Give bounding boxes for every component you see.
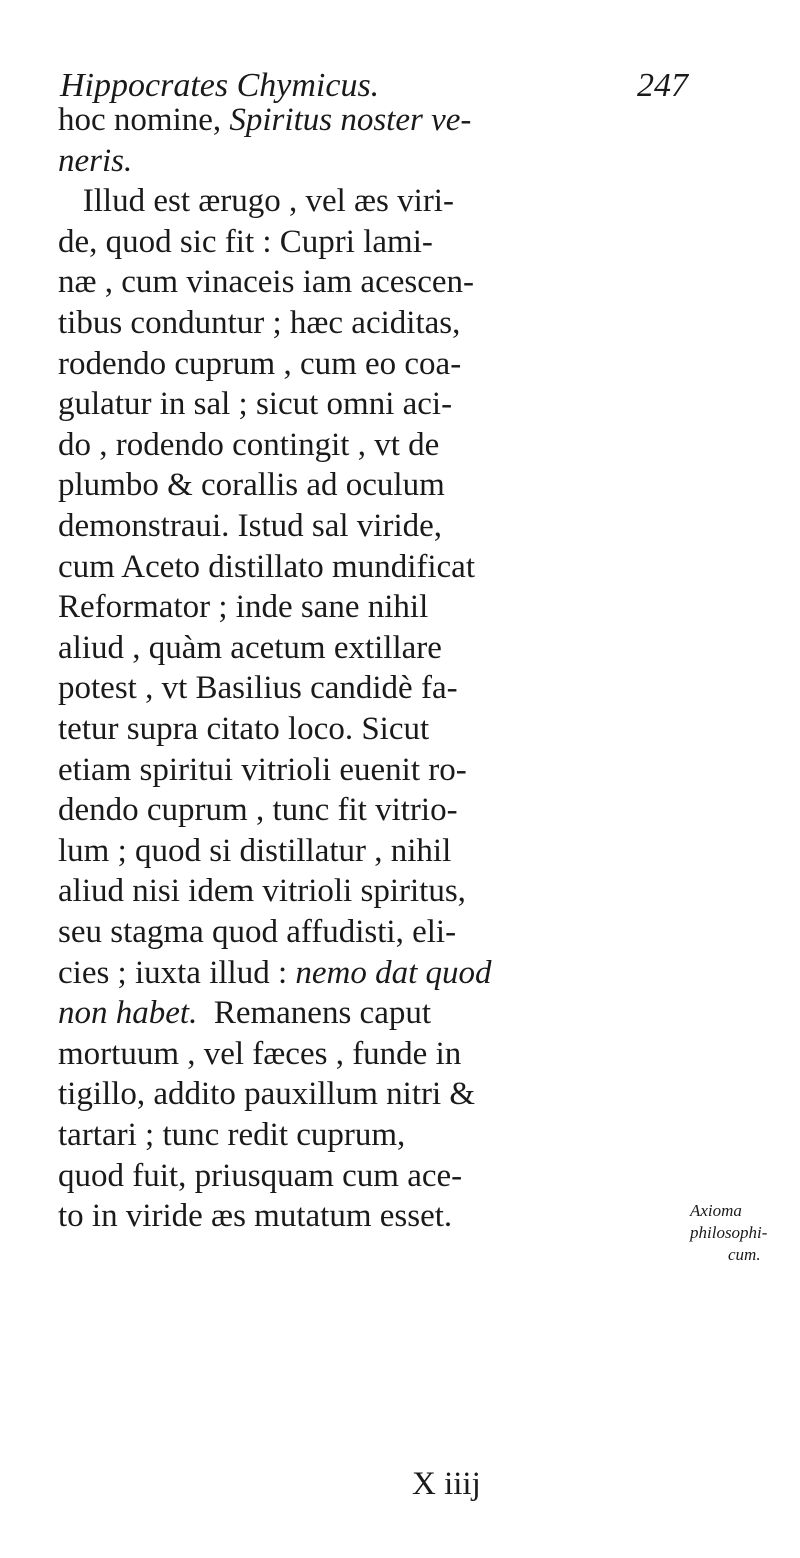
text-line	[58, 181, 698, 221]
text-line	[58, 384, 698, 424]
text-run: tetur supra citato loco. Sicut	[58, 711, 430, 747]
text-run: nemo dat quod	[295, 954, 492, 991]
page-number: 247	[637, 67, 688, 104]
text-run: to in viride æs mutatum esset.	[58, 1198, 453, 1235]
text-run: Reformator ; inde sane nihil	[58, 589, 429, 626]
text-line	[58, 344, 698, 384]
text-line	[58, 100, 698, 140]
text-run: gulatur in sal ; sicut omni aci-	[58, 386, 453, 423]
text-run: de, quod sic fit : Cupri lami-	[58, 223, 433, 260]
text-line	[58, 303, 698, 343]
text-run: demonstraui. Istud sal viride,	[58, 508, 443, 544]
margin-note-line: Axioma	[690, 1201, 742, 1220]
text-line	[58, 1156, 698, 1196]
signature-mark: X iiij	[412, 1466, 481, 1502]
text-line	[58, 628, 698, 668]
text-run: Remanens caput	[197, 995, 432, 1032]
text-run: cum Aceto distillato mundificat	[58, 548, 475, 585]
text-run: hoc nomine,	[58, 102, 230, 138]
text-line	[58, 1115, 698, 1155]
text-run: aliud nisi idem vitrioli spiritus,	[58, 873, 466, 910]
text-line	[58, 871, 698, 911]
margin-note-line: cum.	[728, 1245, 761, 1264]
text-line	[58, 547, 698, 587]
text-run: rodendo cuprum , cum eo coa-	[58, 345, 462, 382]
text-run: Spiritus noster ve-	[229, 102, 472, 138]
text-line	[58, 912, 698, 952]
text-run: lum ; quod si distillatur , nihil	[58, 832, 452, 869]
text-line	[58, 262, 698, 302]
text-run: dendo cuprum , tunc fit vitrio-	[58, 792, 458, 829]
text-line	[58, 831, 698, 871]
text-run: plumbo & corallis ad oculum	[58, 467, 445, 504]
text-run: potest , vt Basilius candidè fa-	[58, 670, 458, 707]
margin-note	[690, 1200, 800, 1266]
text-run: tibus conduntur ; hæc aciditas,	[58, 305, 461, 341]
text-run: do , rodendo contingit , vt de	[58, 426, 440, 463]
running-title: Hippocrates Chymicus.	[60, 67, 380, 104]
text-line	[58, 709, 698, 749]
text-line	[58, 587, 698, 627]
text-run: tigillo, addito pauxillum nitri &	[58, 1076, 476, 1113]
text-line	[58, 141, 698, 181]
text-run: mortuum , vel fæces , funde in	[58, 1035, 462, 1072]
text-run: non habet.	[58, 995, 198, 1032]
text-line	[58, 425, 698, 465]
text-run: næ , cum vinaceis iam acescen-	[58, 264, 474, 301]
text-run: tartari ; tunc redit cuprum,	[58, 1117, 406, 1153]
text-run: cies ; iuxta illud :	[58, 954, 296, 991]
text-line	[58, 953, 698, 993]
margin-note-line: philosophi-	[690, 1223, 768, 1242]
text-run: neris.	[58, 142, 133, 179]
text-run: quod fuit, priusquam cum ace-	[58, 1157, 463, 1194]
text-line	[58, 1196, 698, 1236]
text-line	[58, 222, 698, 262]
text-run: aliud , quàm acetum extillare	[58, 629, 442, 666]
text-run: seu stagma quod affudisti, eli-	[58, 914, 457, 950]
text-line	[58, 993, 698, 1033]
text-line	[58, 1074, 698, 1114]
text-line	[58, 790, 698, 830]
text-line	[58, 750, 698, 790]
text-run: Illud est ærugo , vel æs viri-	[58, 183, 454, 220]
text-line	[58, 506, 698, 546]
text-line	[58, 465, 698, 505]
text-run: etiam spiritui vitrioli euenit ro-	[58, 751, 467, 788]
text-line	[58, 1034, 698, 1074]
text-line	[58, 668, 698, 708]
